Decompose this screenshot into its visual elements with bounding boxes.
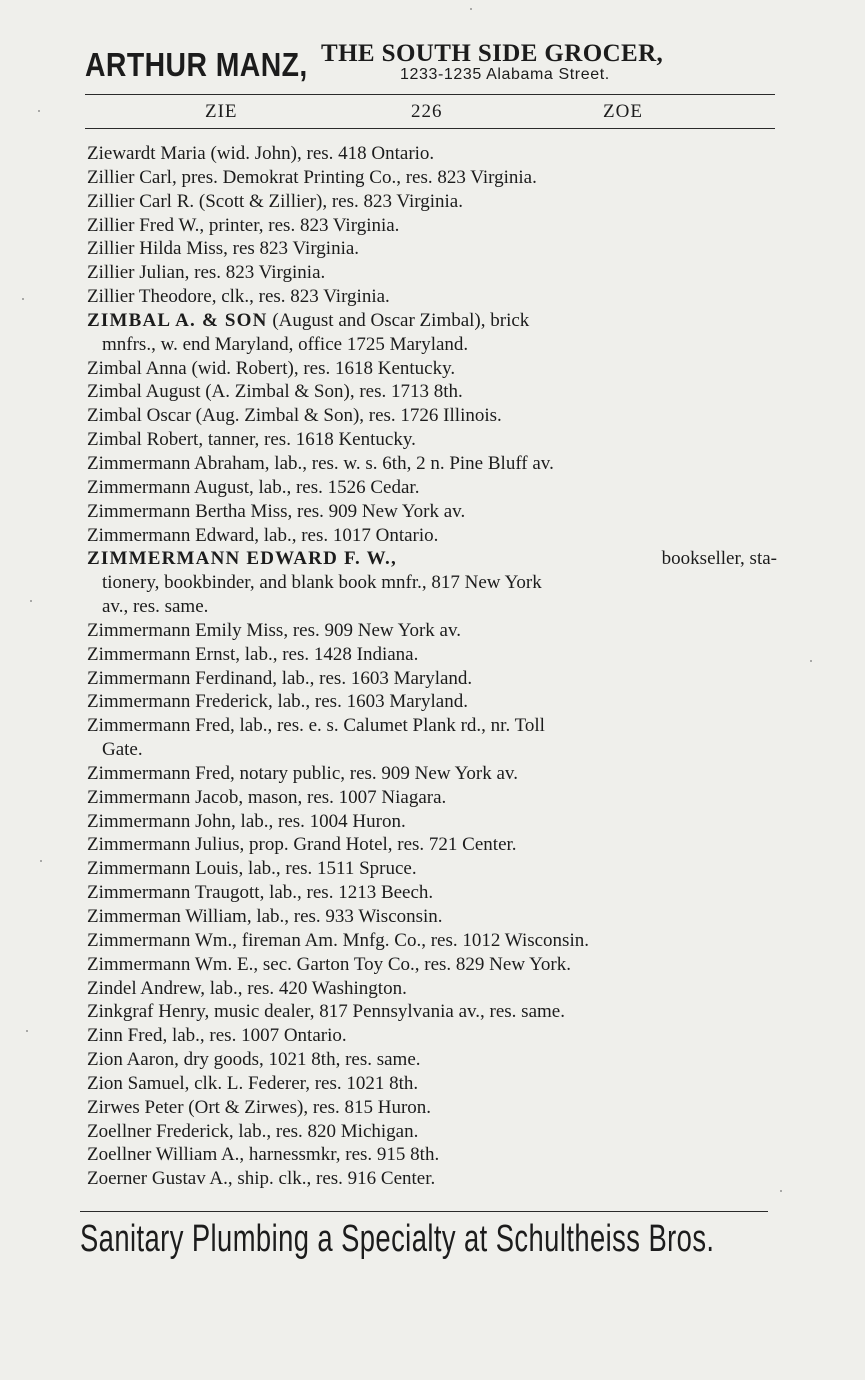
list-item: Zimmermann Traugott, lab., res. 1213 Beech. (87, 882, 434, 904)
list-item: Zimmermann Jacob, mason, res. 1007 Niagara. (87, 786, 447, 808)
list-item: Zoellner William A., harnessmkr, res. 915 8th. (87, 1144, 440, 1166)
list-item-line: Zimmermann Fred, lab., res. e. s. Calumet Plank rd., nr. Toll (87, 715, 545, 737)
list-item: Zimmermann Louis, lab., res. 1511 Spruce. (87, 858, 417, 880)
print-speck (40, 860, 42, 862)
list-item: Zimmermann Ernst, lab., res. 1428 Indiana. (87, 643, 419, 665)
featured-business-continuation: tionery, bookbinder, and blank book mnfr., 817 New York (102, 572, 542, 594)
list-item: Zoerner Gustav A., ship. clk., res. 916 Center. (87, 1168, 436, 1190)
list-item: Zimmermann Wm., fireman Am. Mnfg. Co., res. 1012 Wisconsin. (87, 929, 589, 951)
list-item: Zindel Andrew, lab., res. 420 Washington. (87, 977, 407, 999)
featured-business-continuation: av., res. same. (102, 596, 209, 618)
list-item: Zimbal Robert, tanner, res. 1618 Kentucky. (87, 429, 416, 451)
list-item-continuation: Gate. (102, 739, 143, 761)
print-speck (38, 110, 40, 112)
list-item: Zimmermann Ferdinand, lab., res. 1603 Maryland. (87, 667, 473, 689)
list-item (87, 714, 777, 762)
list-item: Zimmermann Emily Miss, res. 909 New York av. (87, 619, 461, 641)
header-rule-bottom (85, 128, 775, 129)
featured-business-details: bookseller, sta- (661, 548, 777, 570)
advertiser-address: 1233-1235 Alabama Street. (400, 66, 610, 83)
list-item: Zimmermann August, lab., res. 1526 Cedar. (87, 476, 420, 498)
list-item: Zinn Fred, lab., res. 1007 Ontario. (87, 1025, 347, 1047)
list-item: Zimmermann John, lab., res. 1004 Huron. (87, 810, 406, 832)
print-speck (810, 660, 812, 662)
running-head (85, 101, 775, 125)
print-speck (470, 8, 472, 10)
list-item: Zimbal Anna (wid. Robert), res. 1618 Kentucky. (87, 357, 456, 379)
list-item-featured (87, 309, 777, 357)
list-item: Zimmerman William, lab., res. 933 Wisconsin. (87, 906, 443, 927)
list-item: Zimmermann Edward, lab., res. 1017 Ontario. (87, 524, 439, 546)
list-item: Zimmermann Wm. E., sec. Garton Toy Co., res. 829 New York. (87, 953, 571, 975)
advertiser-name: ARTHUR MANZ, (85, 46, 308, 83)
list-item: Zirwes Peter (Ort & Zirwes), res. 815 Huron. (87, 1096, 432, 1118)
print-speck (30, 600, 32, 602)
page-number: 226 (411, 101, 443, 122)
featured-business-continuation: mnfrs., w. end Maryland, office 1725 Maryland. (102, 333, 469, 355)
header-advertisement (85, 38, 775, 88)
directory-listing (87, 142, 777, 1191)
list-item: Zoellner Frederick, lab., res. 820 Michigan. (87, 1120, 419, 1142)
list-item: Zillier Carl, pres. Demokrat Printing Co., res. 823 Virginia. (87, 166, 537, 188)
print-speck (22, 298, 24, 300)
list-item: Zillier Carl R. (Scott & Zillier), res. 823 Virginia. (87, 190, 463, 212)
featured-business-name: ZIMBAL A. & SON (87, 309, 268, 331)
list-item: Zillier Fred W., printer, res. 823 Virginia. (87, 214, 400, 236)
guide-word-left: ZIE (205, 101, 238, 122)
featured-business-details: (August and Oscar Zimbal), brick (272, 309, 530, 331)
footer-advertisement: Sanitary Plumbing a Specialty at Schultheiss Bros. (80, 1218, 715, 1260)
list-item: Zimmermann Julius, prop. Grand Hotel, res. 721 Center. (87, 834, 517, 856)
header-rule-top (85, 94, 775, 95)
guide-word-right: ZOE (603, 101, 643, 122)
list-item: Zinkgraf Henry, music dealer, 817 Pennsylvania av., res. same. (87, 1001, 565, 1023)
list-item: Zion Samuel, clk. L. Federer, res. 1021 8th. (87, 1072, 419, 1094)
list-item: Zimmermann Frederick, lab., res. 1603 Maryland. (87, 691, 468, 713)
list-item: Zimmermann Fred, notary public, res. 909 New York av. (87, 762, 518, 784)
list-item: Zillier Julian, res. 823 Virginia. (87, 262, 326, 284)
print-speck (780, 1190, 782, 1192)
list-item: Zillier Theodore, clk., res. 823 Virginia. (87, 286, 390, 308)
list-item: Zimbal August (A. Zimbal & Son), res. 1713 8th. (87, 381, 463, 403)
print-speck (26, 1030, 28, 1032)
list-item: Zimbal Oscar (Aug. Zimbal & Son), res. 1726 Illinois. (87, 405, 502, 427)
footer-rule (80, 1211, 768, 1212)
list-item-featured (87, 547, 777, 619)
list-item: Zimmermann Bertha Miss, res. 909 New York av. (87, 500, 466, 522)
list-item: Zion Aaron, dry goods, 1021 8th, res. same. (87, 1049, 421, 1071)
advertiser-tagline: THE SOUTH SIDE GROCER, (321, 40, 664, 67)
list-item: Zillier Hilda Miss, res 823 Virginia. (87, 238, 360, 260)
list-item: Zimmermann Abraham, lab., res. w. s. 6th, 2 n. Pine Bluff av. (87, 452, 554, 474)
featured-business-name: ZIMMERMANN EDWARD F. W., (87, 548, 397, 570)
list-item: Ziewardt Maria (wid. John), res. 418 Ontario. (87, 143, 435, 164)
